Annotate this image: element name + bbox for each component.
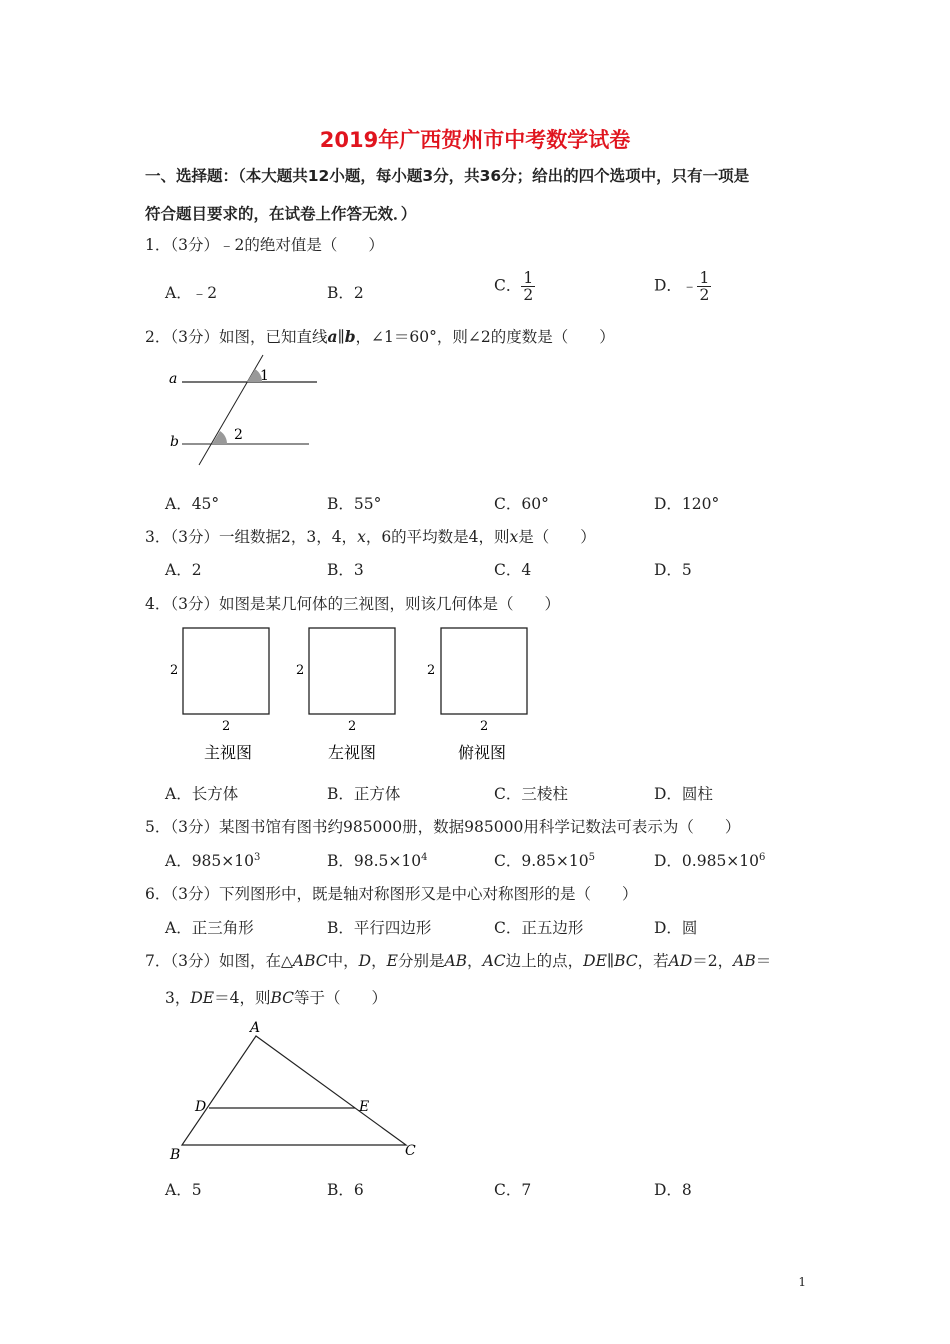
question-1-stem: 1．（3分）﹣2的绝对值是（ ）	[145, 236, 384, 254]
page-number: 1	[798, 1275, 806, 1289]
q5-option-a: A．$985\times 10^3$	[165, 851, 261, 870]
section-heading-line2: 符合题目要求的，在试卷上作答无效．）	[145, 205, 417, 223]
side-view-bottom-label: 2	[348, 719, 357, 734]
side-view-side-label: 2	[296, 663, 305, 678]
q1-option-c: C． $\frac{1}{2}$	[494, 269, 534, 304]
q6-option-b: B．平行四边形	[327, 919, 432, 937]
side-view-caption: 左视图	[328, 743, 377, 762]
q1-option-b: B．2	[327, 284, 364, 302]
q3-option-d: D．5	[654, 561, 692, 579]
q4-option-d: D．圆柱	[654, 785, 713, 803]
q6-option-d: D．圆	[654, 919, 698, 937]
q2-option-b: B．55°	[327, 495, 382, 513]
question-7-stem-line1: 7．（3分）如图，在△ABC中，D，E分别是AB，AC边上的点，DE∥BC，若AD＝2，AB＝	[145, 952, 772, 970]
triangle-abc	[182, 1036, 406, 1145]
section-heading-line1: 一、选择题：（本大题共12小题，每小题3分，共36分；给出的四个选项中，只有一项是	[145, 167, 750, 185]
vertex-b-label: B	[170, 1147, 181, 1163]
transversal-line	[199, 355, 263, 465]
front-view-side-label: 2	[170, 663, 179, 678]
q4-option-a: A．长方体	[165, 785, 239, 803]
front-view-square	[183, 628, 269, 714]
label-a: a	[169, 371, 178, 387]
q6-option-c: C．正五边形	[494, 919, 584, 937]
top-view-caption: 俯视图	[458, 743, 507, 762]
fraction-one-half: $\frac{1}{2}$	[699, 269, 710, 304]
angle-2-label: 2	[234, 427, 243, 443]
q1-option-a: A．﹣2	[165, 284, 218, 302]
q3-option-c: C．4	[494, 561, 532, 579]
q4-option-c: C．三棱柱	[494, 785, 568, 803]
top-view-side-label: 2	[427, 663, 436, 678]
question-3-stem: 3．（3分）一组数据2，3，4，x，6的平均数是4，则x是（ ）	[145, 528, 596, 546]
top-view-bottom-label: 2	[480, 719, 489, 734]
q7-option-a: A．5	[165, 1181, 202, 1199]
angle-2-mark	[212, 431, 227, 444]
label-b: b	[170, 434, 179, 450]
q7-option-d: D．8	[654, 1181, 692, 1199]
q3-option-b: B．3	[327, 561, 364, 579]
vertex-c-label: C	[405, 1143, 416, 1159]
point-e-label: E	[359, 1099, 370, 1115]
question-4-stem: 4．（3分）如图是某几何体的三视图，则该几何体是（ ）	[145, 595, 560, 613]
front-view-caption: 主视图	[204, 743, 253, 762]
q1-option-d: D．﹣ $\frac{1}{2}$	[654, 269, 710, 304]
page-title: 2019年广西贺州市中考数学试卷	[319, 128, 631, 152]
question-5-stem: 5．（3分）某图书馆有图书约985000册，数据985000用科学记数法可表示为（ ）	[145, 818, 741, 836]
top-view-square	[441, 628, 527, 714]
fraction-one-half: $\frac{1}{2}$	[523, 269, 534, 304]
vertex-a-label: A	[250, 1020, 261, 1036]
q2-option-d: D．120°	[654, 495, 720, 513]
q3-option-a: A．2	[165, 561, 202, 579]
three-views-figure	[160, 620, 540, 768]
triangle-figure	[160, 1015, 430, 1165]
side-view-square	[309, 628, 395, 714]
q5-option-d: D．$0.985\times 10^6$	[654, 851, 766, 870]
question-2-stem: 2．（3分）如图，已知直线a∥b，∠1＝60°，则∠2的度数是（ ）	[145, 327, 615, 346]
q5-option-b: B．$98.5\times 10^4$	[327, 851, 428, 870]
q5-option-c: C．$9.85\times 10^5$	[494, 851, 595, 870]
q4-option-b: B．正方体	[327, 785, 401, 803]
question-7-stem-line2: 3，DE＝4，则BC等于（ ）	[165, 989, 388, 1007]
q2-option-a: A．45°	[165, 495, 220, 513]
q7-option-b: B．6	[327, 1181, 364, 1199]
front-view-bottom-label: 2	[222, 719, 231, 734]
q6-option-a: A．正三角形	[165, 919, 254, 937]
angle-1-label: 1	[260, 368, 269, 384]
q2-option-c: C．60°	[494, 495, 549, 513]
parallel-lines-figure	[160, 350, 340, 470]
point-d-label: D	[195, 1099, 207, 1115]
q7-option-c: C．7	[494, 1181, 532, 1199]
question-6-stem: 6．（3分）下列图形中，既是轴对称图形又是中心对称图形的是（ ）	[145, 885, 638, 903]
